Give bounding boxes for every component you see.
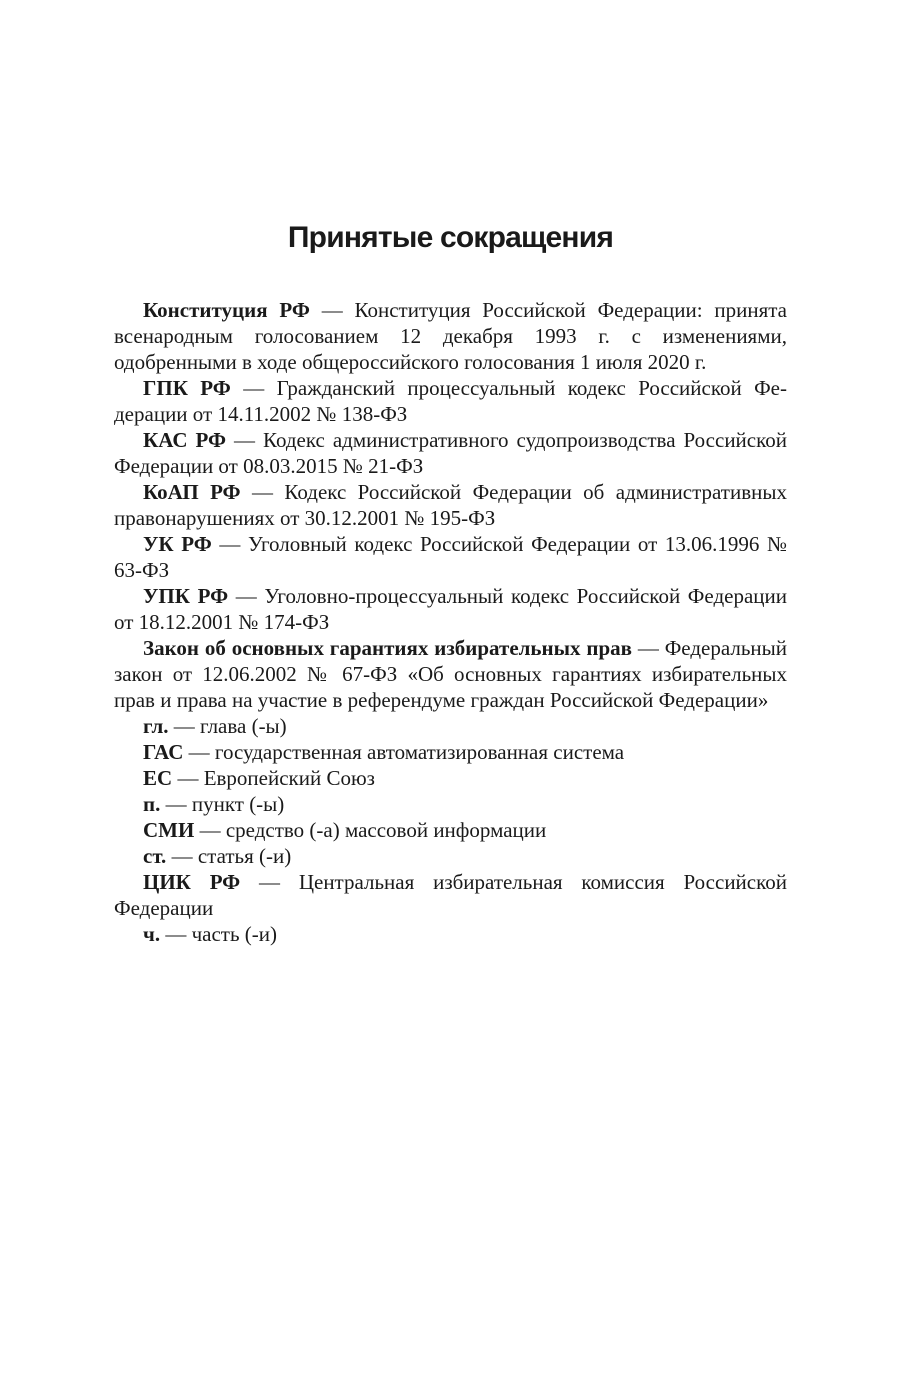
- abbreviation-definition: — Конституция Российской Федерации: принята всенародным голосованием 12 декабря 1993 г. с изменениями, одобренными в ходе общероссийского голосования 1 июля 2020 г.: [114, 298, 787, 374]
- abbreviations-list: [114, 297, 787, 947]
- abbreviation-definition: — Кодекс Российской Федерации об административных правонарушениях от 30.12.2001 № 195-ФЗ: [114, 480, 787, 530]
- abbreviation-term: ч.: [143, 922, 161, 946]
- abbreviation-definition: — государственная автоматизированная система: [183, 740, 625, 764]
- abbreviation-term: ст.: [143, 844, 167, 868]
- abbreviation-entry: [114, 713, 787, 739]
- abbreviation-entry: [114, 921, 787, 947]
- abbreviation-entry: [114, 479, 787, 531]
- abbreviation-entry: [114, 297, 787, 375]
- abbreviation-entry: [114, 765, 787, 791]
- abbreviation-entry: [114, 739, 787, 765]
- abbreviation-definition: — средство (-а) массовой информации: [194, 818, 547, 842]
- abbreviation-definition: — глава (-ы): [168, 714, 287, 738]
- abbreviation-entry: [114, 843, 787, 869]
- abbreviation-entry: [114, 375, 787, 427]
- abbreviation-definition: — Кодекс административного судопроизводства Российской Федерации от 08.03.2015 № 21-ФЗ: [114, 428, 787, 478]
- abbreviation-definition: — статья (-и): [166, 844, 292, 868]
- abbreviation-term: Закон об основных гарантиях избирательных прав: [143, 636, 632, 660]
- abbreviation-definition: — Центральная избирательная комиссия Российской Федерации: [114, 870, 787, 920]
- abbreviation-entry: [114, 869, 787, 921]
- abbreviation-definition: — Европейский Союз: [172, 766, 375, 790]
- abbreviation-term: Конституция РФ: [143, 298, 310, 322]
- abbreviation-definition: — пункт (-ы): [160, 792, 285, 816]
- abbreviation-entry: [114, 583, 787, 635]
- abbreviation-entry: [114, 635, 787, 713]
- abbreviation-term: УК РФ: [143, 532, 212, 556]
- abbreviation-term: ЦИК РФ: [143, 870, 241, 894]
- abbreviation-term: ГПК РФ: [143, 376, 231, 400]
- page-title: Принятые сокращения: [287, 221, 614, 254]
- abbreviation-definition: — Уголовно-процессуальный кодекс Российской Федерации от 18.12.2001 № 174-ФЗ: [114, 584, 787, 634]
- abbreviation-entry: [114, 531, 787, 583]
- abbreviation-term: КАС РФ: [143, 428, 227, 452]
- abbreviation-term: СМИ: [143, 818, 195, 842]
- abbreviation-term: ЕС: [143, 766, 173, 790]
- abbreviation-definition: — Гражданский процессуальный кодекс Российской Федерации от 14.11.2002 № 138-ФЗ: [114, 376, 787, 426]
- abbreviation-term: гл.: [143, 714, 169, 738]
- abbreviation-entry: [114, 791, 787, 817]
- abbreviation-definition: — часть (-и): [160, 922, 278, 946]
- abbreviation-definition: — Уголовный кодекс Российской Федерации от 13.06.1996 № 63-ФЗ: [114, 532, 787, 582]
- abbreviation-term: КоАП РФ: [143, 480, 241, 504]
- abbreviation-term: п.: [143, 792, 161, 816]
- abbreviation-definition: — Федеральный закон от 12.06.2002 № 67-ФЗ «Об основных гарантиях избирательных прав и права на участие в референдуме граждан Российской Федерации»: [114, 636, 787, 712]
- abbreviation-entry: [114, 817, 787, 843]
- abbreviation-term: ГАС: [143, 740, 184, 764]
- abbreviation-entry: [114, 427, 787, 479]
- abbreviation-term: УПК РФ: [143, 584, 229, 608]
